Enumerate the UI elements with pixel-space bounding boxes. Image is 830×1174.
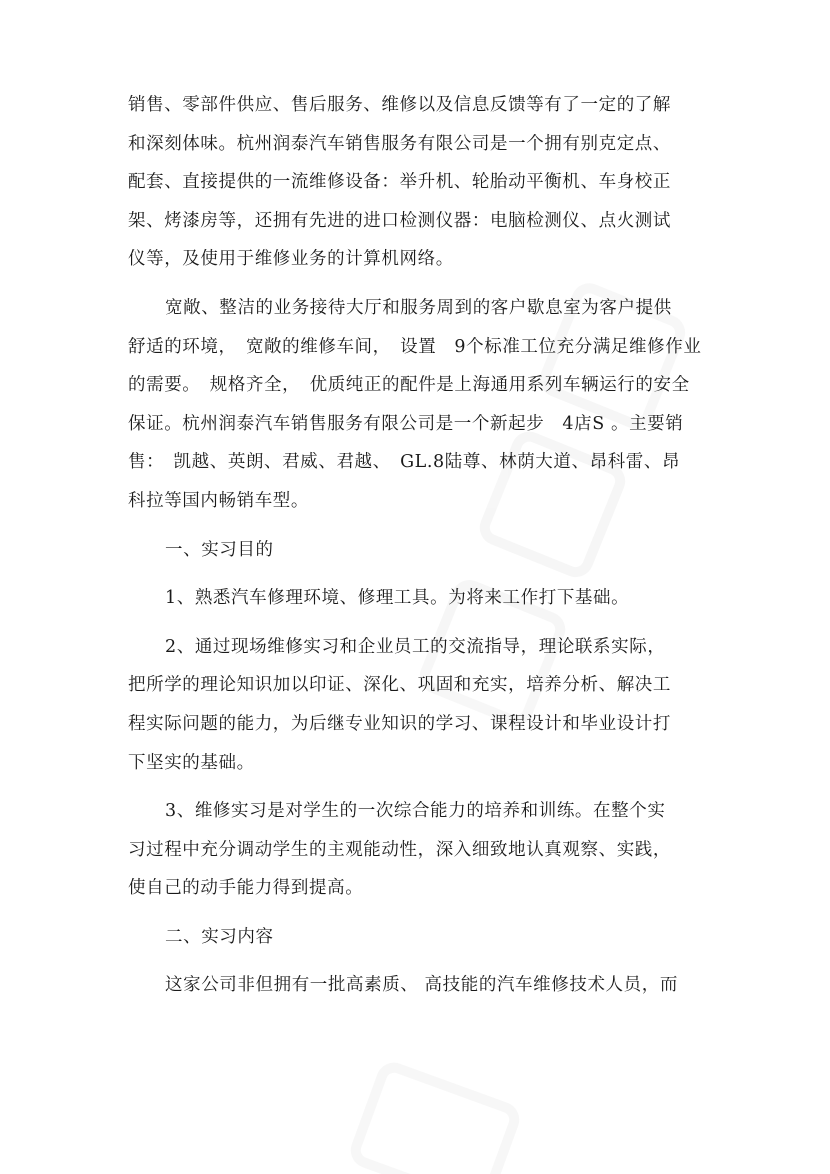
text-line: 售： 凯越、英朗、君威、君越、 GL.8陆尊、林荫大道、昂科雷、昂 (128, 452, 681, 473)
section-heading: 一、实习目的 (165, 539, 274, 560)
paragraph-purpose-1 (128, 579, 718, 618)
text-line: 的需要。 规格齐全， 优质纯正的配件是上海通用系列车辆运行的安全 (128, 375, 690, 396)
text-line: 使自己的动手能力得到提高。 (128, 878, 364, 899)
text-line: 下坚实的基础。 (128, 752, 255, 773)
text-line: 3、维修实习是对学生的一次综合能力的培养和训练。在整个实 (165, 801, 666, 822)
paragraph-content-intro (128, 966, 718, 1005)
heading-internship-content (128, 918, 718, 957)
text-line: 这家公司非但拥有一批高素质、 高技能的汽车维修技术人员，而 (165, 975, 678, 996)
text-line: 架、烤漆房等，还拥有先进的进口检测仪器：电脑检测仪、点火测试 (128, 210, 671, 231)
paragraph-dealer-intro (128, 86, 718, 279)
paragraph-purpose-3 (128, 792, 718, 908)
text-line: 仪等，及使用于维修业务的计算机网络。 (128, 249, 454, 270)
text-line: 科拉等国内畅销车型。 (128, 490, 309, 511)
text-line: 2、通过现场维修实习和企业员工的交流指导，理论联系实际， (165, 636, 666, 657)
text-line: 1、熟悉汽车修理环境、修理工具。为将来工作打下基础。 (165, 588, 630, 609)
text-line: 程实际问题的能力，为后继专业知识的学习、课程设计和毕业设计打 (128, 713, 671, 734)
text-line: 和深刻体味。杭州润泰汽车销售服务有限公司是一个拥有别克定点、 (128, 133, 671, 154)
paragraph-facilities (128, 289, 718, 521)
watermark-logo-bottom (346, 1058, 525, 1174)
text-line: 习过程中充分调动学生的主观能动性，深入细致地认真观察、实践， (128, 839, 671, 860)
document-body (128, 86, 718, 1005)
heading-internship-purpose (128, 531, 718, 570)
text-line: 舒适的环境， 宽敞的维修车间， 设置 9个标准工位充分满足维修作业 (128, 336, 702, 357)
text-line: 把所学的理论知识加以印证、深化、巩固和充实，培养分析、解决工 (128, 675, 671, 696)
text-line: 保证。杭州润泰汽车销售服务有限公司是一个新起步 4店S 。主要销 (128, 413, 684, 434)
text-line: 配套、直接提供的一流维修设备：举升机、轮胎动平衡机、车身校正 (128, 172, 671, 193)
text-line: 宽敞、整洁的业务接待大厅和服务周到的客户歇息室为客户提供 (165, 297, 672, 318)
text-line: 销售、零部件供应、售后服务、维修以及信息反馈等有了一定的了解 (128, 95, 671, 115)
paragraph-purpose-2 (128, 628, 718, 782)
section-heading: 二、实习内容 (165, 926, 274, 947)
